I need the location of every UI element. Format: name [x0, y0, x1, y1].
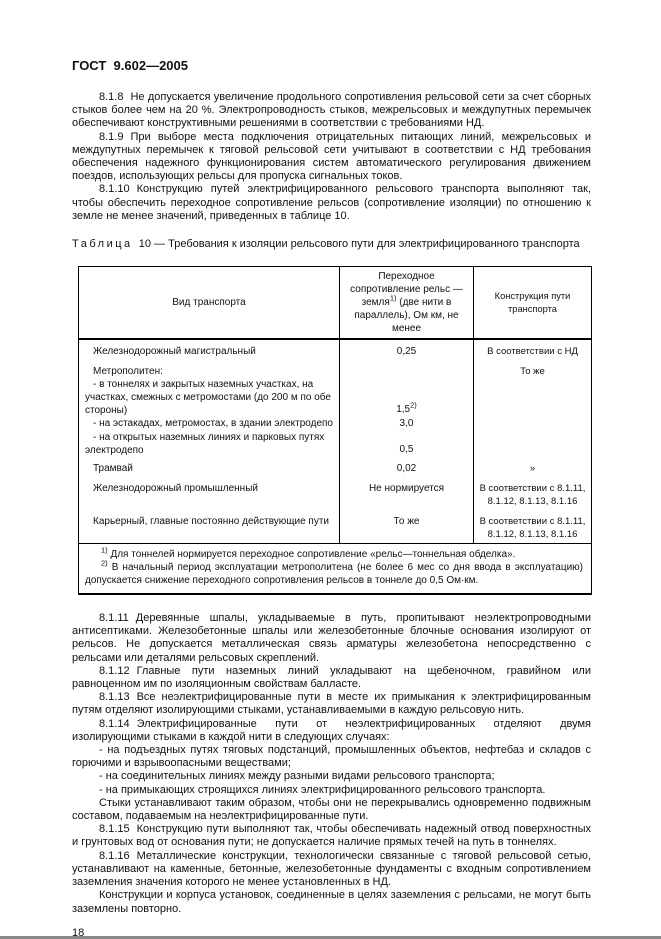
table-row: [79, 477, 591, 510]
cell-resistance: 0,25: [339, 340, 473, 360]
cell-construction: В соответствии с НД: [473, 340, 591, 360]
paragraph-continuation: Стыки устанавливают таким образом, чтобы они не перекрывались одновременно подвижным составом, подаваемым на неэлектрифицированные пути.: [72, 796, 591, 823]
header-resistance-text: Переходное сопротивление рельс — земля: [350, 271, 463, 309]
paragraph-8-1-11: [72, 612, 591, 665]
clause-text: Электрифицированные пути от неэлектрифицированных отделяют двумя изолирующими стыками в каждой нити в следующих случаях:: [72, 717, 591, 743]
table-footnotes: [79, 543, 591, 593]
cell-resistance: То же: [339, 510, 473, 543]
paragraph-8-1-8: [72, 91, 591, 131]
clause-number: 8.1.15: [99, 823, 130, 836]
footnote-ref-2: 2): [410, 400, 417, 410]
clause-number: 8.1.9: [99, 130, 124, 143]
list-item: - на соединительных линиях между разными видами рельсового транспорта;: [99, 770, 495, 783]
table-row-metro: [79, 360, 591, 457]
cell-transport: Трамвай: [93, 463, 133, 475]
cell-transport: Железнодорожный промышленный: [93, 483, 258, 495]
cell-transport: Железнодорожный магистральный: [93, 346, 256, 358]
cell-transport: - в тоннелях и закрытых наземных участках, на участках, смежных с метромостами (до 200 м по обе стороны): [85, 379, 331, 417]
paragraph-8-1-14: [72, 718, 591, 744]
metro-subrow: [79, 417, 473, 431]
cell-transport: - на открытых наземных линиях и парковых путях электродепо: [85, 432, 325, 457]
cell-resistance: 0,5: [339, 431, 473, 457]
clause-text: Деревянные шпалы, укладываемые в путь, пропитывают неэлектропроводными антисептиками. Железобетонные шпалы или железобетонные блочные основания изолируют от рельсов. Не допускается металлическая связь арматуры железобетона непосредственно с рельсами или деталями рельсовых скреплений.: [72, 612, 591, 664]
clause-text: Конструкцию путей электрифицированного рельсового транспорта выполняют так, чтобы обеспечить переходное сопротивление рельсов (сопротивление изоляции) по отношению к земле не менее значений, приведенных в таблице 10.: [72, 183, 591, 222]
paragraph-8-1-15: [72, 823, 591, 849]
cell-construction: В соответствии с 8.1.11, 8.1.12, 8.1.13, 8.1.16: [473, 477, 591, 510]
paragraph-8-1-10: [72, 183, 591, 223]
clause-number: 8.1.16: [99, 849, 130, 862]
table-caption: [72, 238, 591, 251]
clause-number: 8.1.13: [99, 691, 130, 704]
clause-number: 8.1.10: [99, 183, 130, 196]
clause-text: При выборе места подключения отрицательных питающих линий, межрельсовых и междупутных перемычек к тяговой рельсовой сети учитывают в соответствии с НД требования обеспечения надежного функционирования систем автоматического регулирования движением поездов, использующих рельсы для пропуска сигнальных токов.: [72, 130, 591, 183]
table-row: [79, 340, 591, 360]
cell-transport: Метрополитен:: [93, 366, 163, 378]
clause-text: Главные пути наземных линий укладывают на щебеночном, гравийном или равноценном им по изоляционным свойствам балласте.: [72, 664, 591, 691]
cell-resistance: [339, 360, 473, 378]
paragraph-continuation: Конструкции и корпуса установок, соединенные в целях заземления с рельсами, не могут быть заземлены повторно.: [72, 889, 591, 915]
page-number: 18: [72, 926, 85, 939]
metro-subrow: [79, 431, 473, 457]
clause-text: Все неэлектрифицированные пути в месте их примыкания к электрифицированным путям отделяют изолирующими стыками, устанавливаемыми в каждую рельсовую нить.: [72, 691, 591, 717]
paragraph-8-1-9: [72, 131, 591, 184]
metro-group: [79, 360, 473, 457]
footnote-1: $^{1)}$ Для тоннелей нормируется переходное сопротивление «рельс—тоннельная обделка».: [101, 545, 516, 561]
section-after-table: [72, 612, 591, 916]
table-row: [79, 457, 591, 477]
paragraph-8-1-13: [72, 691, 591, 717]
header-cell-construction: Конструкция пути транспорта: [473, 267, 591, 338]
clause-text: Конструкцию пути выполняют так, чтобы обеспечивать надежный отвод поверхностных и грунтовых вод от основания пути; не допускается наличие прямых течей на путь в тоннелях.: [72, 823, 591, 849]
cell-resistance: 1,5$^{2)}$: [339, 378, 473, 417]
cell-transport: - на эстакадах, метромостах, в здании электродепо: [93, 418, 333, 430]
paragraph-8-1-16: [72, 850, 591, 890]
table-caption-label: Таблица: [72, 238, 133, 251]
clause-number: 8.1.8: [99, 91, 124, 103]
cell-transport: Карьерный, главные постоянно действующие пути: [93, 516, 330, 528]
header-resistance-units: (две нити в параллель), Ом км, не менее: [354, 297, 459, 335]
cell-resistance: 0,02: [339, 457, 473, 477]
footnote-marker: 2): [101, 558, 108, 568]
footnote-marker: 1): [101, 545, 108, 555]
list-item: - на подъездных путях тяговых подстанций, промышленных объектов, нефтебаз и складов с горючими и взрывоопасными веществами;: [72, 744, 591, 770]
header-cell-resistance: [339, 267, 473, 338]
cell-construction: В соответствии с 8.1.11, 8.1.12, 8.1.13, 8.1.16: [473, 510, 591, 543]
header-cell-transport: Вид транспорта: [172, 297, 246, 309]
clause-number: 8.1.11: [99, 612, 129, 625]
table-10: [78, 266, 592, 595]
cell-construction: »: [473, 457, 591, 477]
cell-resistance: 3,0: [339, 417, 473, 431]
paragraph-8-1-12: [72, 665, 591, 691]
footnote-ref-1: 1): [389, 293, 397, 303]
table-row: [79, 510, 591, 543]
metro-subrow: [79, 378, 473, 417]
table-header-row: [79, 267, 591, 340]
clause-number: 8.1.14: [99, 717, 130, 730]
clause-text: Не допускается увеличение продольного сопротивления рельсовой сети за счет сборных стыков более чем на 20 %. Электропроводность стыков, межрельсовых и междупутных перемычек обеспечивают конструктивными решениями в соответствии с требованиями НД.: [72, 91, 591, 130]
list-item: - на примыкающих строящихся линиях электрифицированного рельсового транспорта.: [99, 783, 546, 796]
document-code: ГОСТ 9.602—2005: [72, 58, 188, 73]
table-body: [79, 340, 591, 543]
metro-title-line: [79, 360, 473, 378]
clause-text: Металлические конструкции, технологически связанные с тяговой рельсовой сетью, устанавливают на каменные, бетонные, железобетонные фундаменты с входным сопротивлением заземления значения которого не менее установленных в НД.: [72, 849, 591, 889]
clause-number: 8.1.12: [99, 664, 130, 677]
cell-resistance: Не нормируется: [339, 477, 473, 510]
table-caption-title: 10 — Требования к изоляции рельсового пути для электрифицированного транспорта: [138, 238, 580, 251]
footnote-2: $^{2)}$ В начальный период эксплуатации метрополитена (не более 6 мес со дня ввода в эксплуатацию) допускается снижение переходного сопротивления рельсов в тоннеле до 0,5 Ом·км.: [85, 558, 583, 587]
cell-construction: То же: [473, 360, 591, 457]
